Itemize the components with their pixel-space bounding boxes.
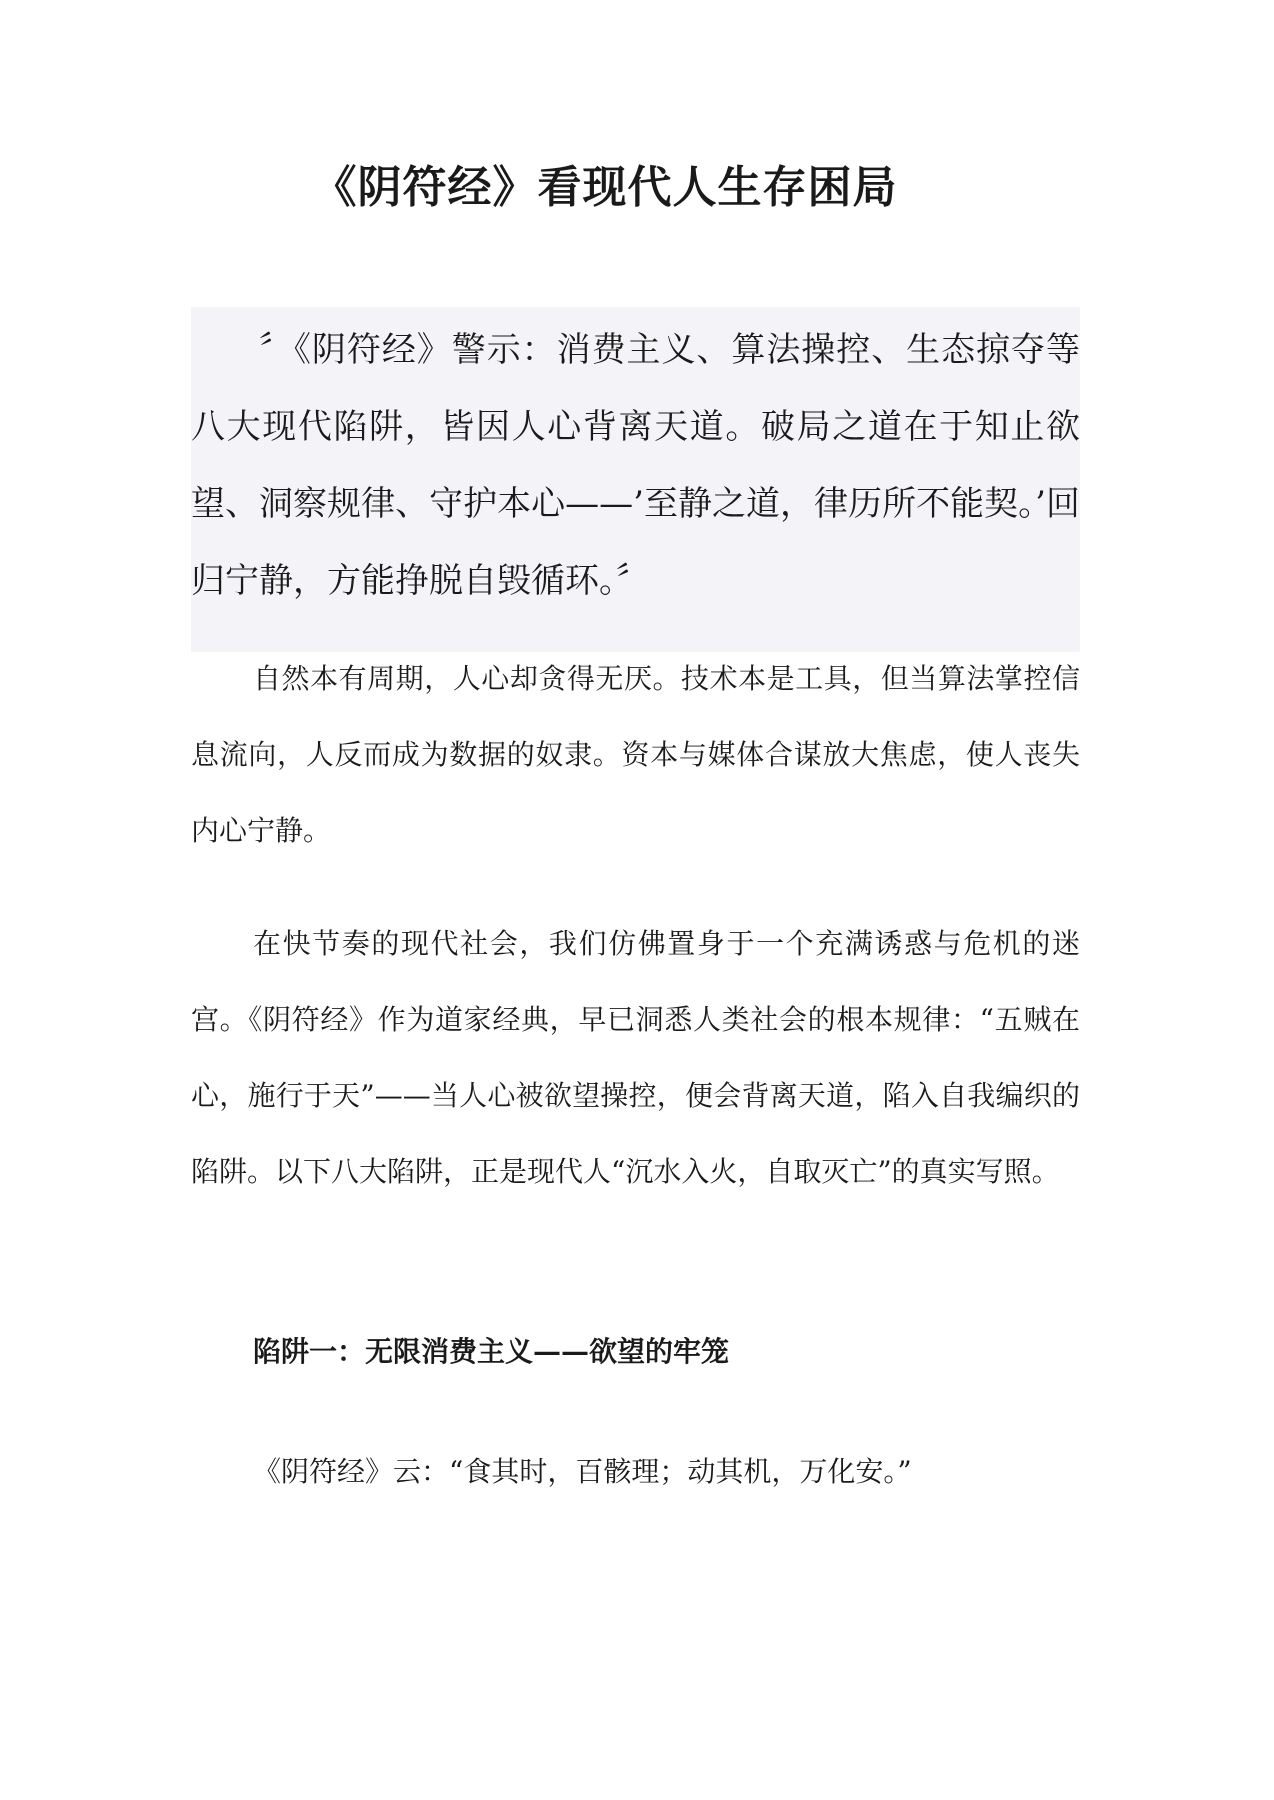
body-paragraph-1: 自然本有周期，人心却贪得无厌。技术本是工具，但当算法掌控信息流向，人反而成为数据的奴隶。资本与媒体合谋放大焦虑，使人丧失内心宁静。 bbox=[191, 662, 1080, 847]
body-paragraph-2: 在快节奏的现代社会，我们仿佛置身于一个充满诱惑与危机的迷宫。《阴符经》作为道家经典，早已洞悉人类社会的根本规律：“五贼在心，施行于天”——当人心被欲望操控，便会背离天道，陷入自我编织的陷阱。以下八大陷阱，正是现代人“沉水入火，自取灭亡”的真实写照。 bbox=[191, 927, 1080, 1188]
document-title: 《阴符经》看现代人生存困局 bbox=[312, 162, 898, 213]
citation-line: 《阴符经》云：“食其时，百骸理；动其机，万化安。” bbox=[253, 1455, 912, 1488]
section-heading: 陷阱一：无限消费主义——欲望的牢笼 bbox=[253, 1335, 730, 1368]
summary-quote: 〞《阴符经》警示：消费主义、算法操控、生态掠夺等八大现代陷阱，皆因人心背离天道。破局之道在于知止欲望、洞察规律、守护本心——’至静之道，律历所不能契。’回归宁静，方能挣脱自毁循环。〞 bbox=[191, 330, 1080, 601]
